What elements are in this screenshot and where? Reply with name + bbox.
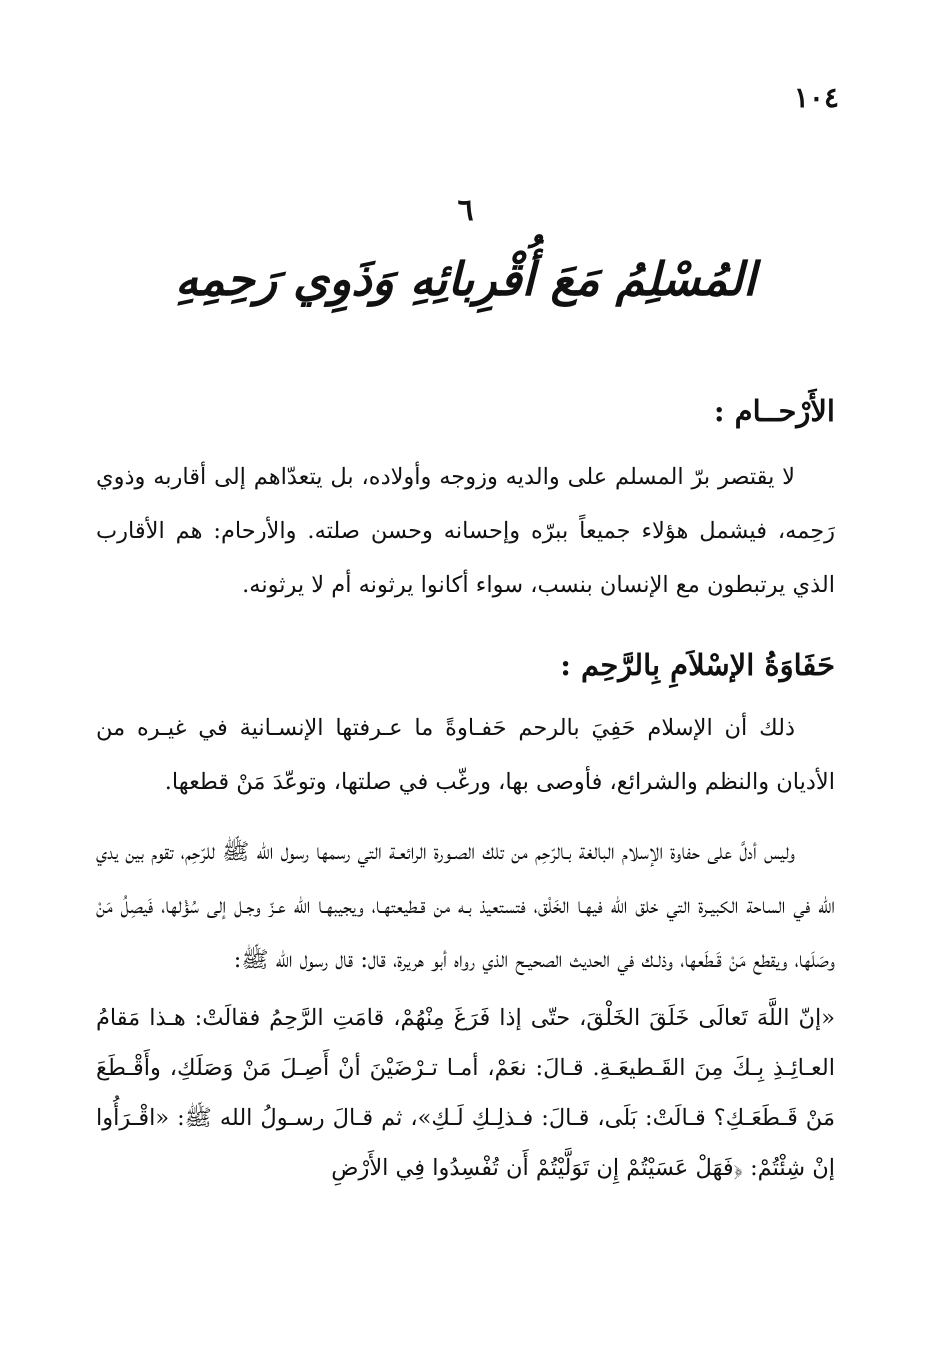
paragraph-arham-definition: لا يقتصر برّ المسلم على والديه وزوجه وأولاده، بل يتعدّاهم إلى أقاربه وذوي رَحِمه، فيشمل هؤلاء جميعاً ببرّه وإحسانه وحسن صلته. والأرحام: هم الأقارب الذي يرتبطون مع الإنسان بنسب، سواء أكانوا يرثونه أم لا يرثونه. xyxy=(96,464,835,599)
paragraph-hadith-context: وليس أدلَّ على حفاوة الإسلام البالغة بـالرّحِم من تلك الصـورة الرائعـة التي رسمها رسول الله ﷺ للرّحِم، تقوم بين يدي الله في الساحة الكبيـرة التي خلق الله فيهـا الخَلْق، فتستعيذ بـه من قـطيعتهـا، ويجيبهـا الله عـزّ وجـل إلى سُؤْلها، فَيصِلُ مَنْ وصَلَها، ويقطع مَنْ قَـطَعها، وذلـك في الحديث الصحيـح الذي رواه أبو هريرة، قال: قال رسول الله ﷺ: xyxy=(96,838,835,973)
section-heading-arham: الأَرْحــام : xyxy=(713,394,835,428)
chapter-number: ٦ xyxy=(457,193,474,228)
section-heading-islam-care: حَفَاوَةُ الإسْلاَمِ بِالرَّحِم : xyxy=(560,648,835,683)
hadith-quote: «إنّ اللَّهَ تَعالَى خَلَقَ الخَلْقَ، حتّى إذا فَرَغَ مِنْهُمْ، قامَتِ الرَّحِمُ فقالَتْ: هـذا مَقامُ العـائِـذِ بِـكَ مِنَ القَـطيعَـةِ. قـالَ: نعَمْ، أمـا تـرْضَيْنَ أنْ أَصِـلَ مَنْ وَصَلَكِ، وأَقْـطَعَ مَنْ قَـطَعَـكِ؟ قـالَتْ: بَلَى، قـالَ: فـذلِـكِ لَـكِ»، ثم قـالَ رسـولُ الله ﷺ: «اقْـرَأُوا إنْ شِئْتُمْ: ﴿فَهَلْ عَسَيْتُمْ إِن تَوَلَّيْتُمْ أَن تُفْسِدُوا فِي الأَرْضِ xyxy=(96,1004,835,1181)
chapter-title: المُسْلِمُ مَعَ أُقْرِبائِهِ وَذَوِي رَحِمِهِ xyxy=(175,252,756,306)
page-content xyxy=(96,388,835,1193)
paragraph-islam-care-intro: ذلك أن الإسلام حَفِيَ بالرحم حَفـاوةً ما عـرفتها الإنسـانية في غيـره من الأديان والنظم والشرائع، فأوصى بها، ورغّب في صلتها، وتوعّدَ مَنْ قطعها. xyxy=(96,714,835,795)
page-number: ١٠٤ xyxy=(793,81,839,114)
